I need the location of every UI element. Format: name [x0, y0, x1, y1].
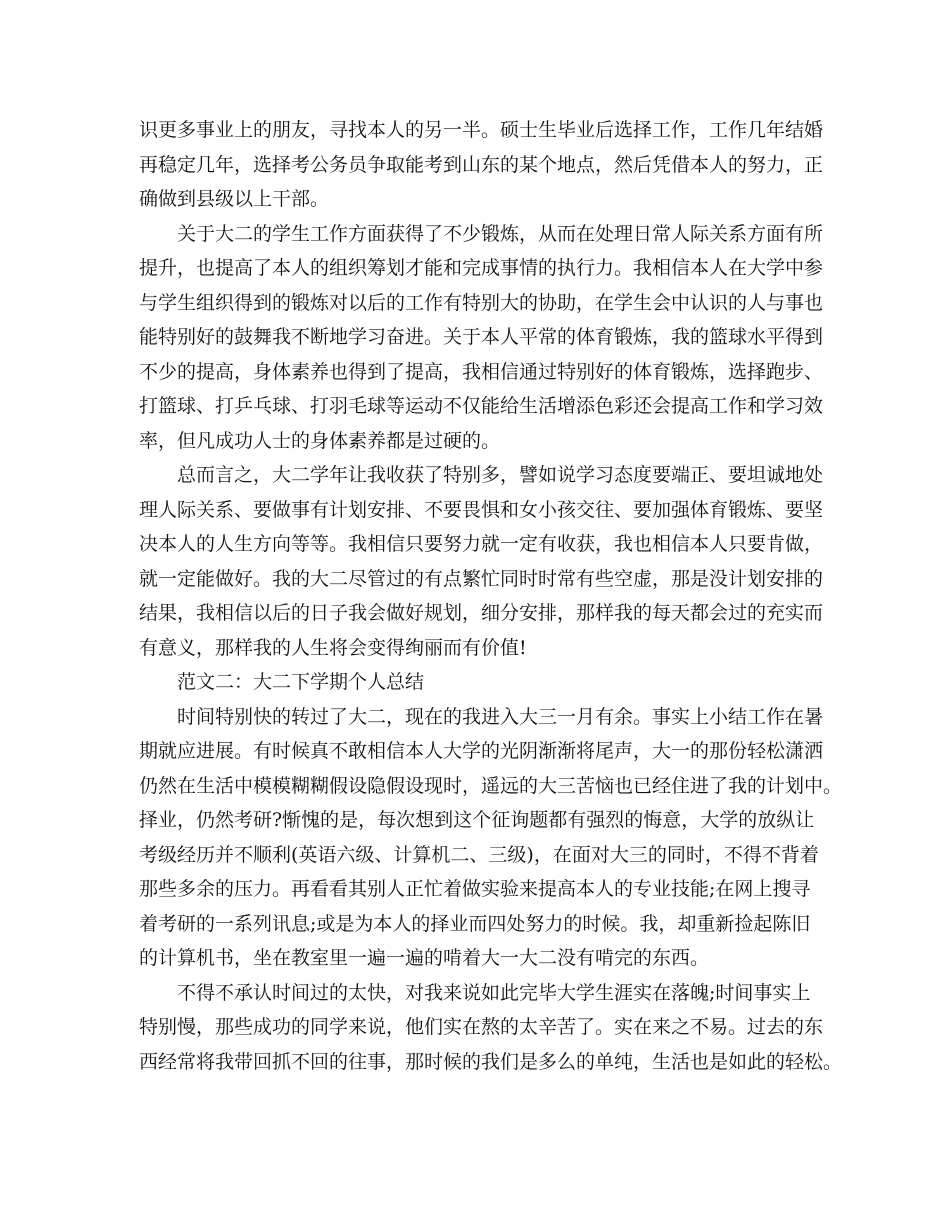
- text-line: 理人际关系、要做事有计划安排、不要畏惧和女小孩交往、要加强体育锻炼、要坚: [139, 498, 824, 521]
- text-line: 识更多事业上的朋友，寻找本人的另一半。硕士生毕业后选择工作，工作几年结婚: [139, 119, 824, 141]
- text-line: 有意义，那样我的人生将会变得绚丽而有价值!: [139, 636, 527, 659]
- text-line: 时间特别快的转过了大二，现在的我进入大三一月有余。事实上小结工作在暑: [177, 705, 824, 728]
- text-line: 仍然在生活中模模糊糊假设隐假设现时，遥远的大三苦恼也已经住进了我的计划中。: [139, 774, 843, 797]
- text-line: 关于大二的学生工作方面获得了不少锻炼，从而在处理日常人际关系方面有所: [177, 222, 824, 245]
- text-line: 期就应进展。有时候真不敢相信本人大学的光阴渐渐将尾声，大一的那份轻松潇洒: [139, 740, 824, 762]
- text-line: 不少的提高，身体素养也得到了提高，我相信通过特别好的体育锻炼，选择跑步、: [139, 360, 824, 383]
- text-line: 确做到县级以上干部。: [139, 188, 330, 210]
- text-line: 西经常将我带回抓不回的往事，那时候的我们是多么的单纯，生活也是如此的轻松。: [139, 1050, 843, 1073]
- text-line: 范文二：大二下学期个人总结: [177, 671, 425, 693]
- text-line: 总而言之，大二学年让我收获了特别多，譬如说学习态度要端正、要坦诚地处: [177, 464, 824, 486]
- text-line: 能特别好的鼓舞我不断地学习奋进。关于本人平常的体育锻炼，我的篮球水平得到: [139, 326, 824, 348]
- document-body: [139, 113, 843, 1079]
- text-line: 考级经历并不顺利(英语六级、计算机二、三级)，在面对大三的同时，不得不背着: [139, 843, 819, 866]
- text-line: 的计算机书，坐在教室里一遍一遍的啃着大一大二没有啃完的东西。: [139, 947, 710, 969]
- text-line: 不得不承认时间过的太快，对我来说如此完毕大学生涯实在落魄;时间事实上: [177, 981, 811, 1004]
- text-line: 决本人的人生方向等等。我相信只要努力就一定有收获，我也相信本人只要肯做，: [139, 533, 824, 555]
- text-line: 打篮球、打乒乓球、打羽毛球等运动不仅能给生活增添色彩还会提高工作和学习效: [139, 395, 824, 417]
- text-line: 提升，也提高了本人的组织筹划才能和完成事情的执行力。我相信本人在大学中参: [139, 257, 824, 279]
- text-line: 着考研的一系列讯息;或是为本人的择业而四处努力的时候。我，却重新捡起陈旧: [139, 912, 811, 935]
- text-line: 与学生组织得到的锻炼对以后的工作有特别大的协助，在学生会中认识的人与事也: [139, 291, 824, 314]
- text-line: 就一定能做好。我的大二尽管过的有点繁忙同时时常有些空虚，那是没计划安排的: [139, 567, 824, 590]
- text-line: 再稳定几年，选择考公务员争取能考到山东的某个地点，然后凭借本人的努力，正: [139, 153, 824, 176]
- text-line: 率，但凡成功人士的身体素养都是过硬的。: [139, 429, 501, 452]
- text-line: 择业，仍然考研?惭愧的是，每次想到这个征询题都有强烈的悔意，大学的放纵让: [139, 809, 815, 831]
- text-line: 结果，我相信以后的日子我会做好规划，细分安排，那样我的每天都会过的充实而: [139, 602, 824, 624]
- text-line: 那些多余的压力。再看看其别人正忙着做实验来提高本人的专业技能;在网上搜寻: [139, 878, 811, 900]
- text-line: 特别慢，那些成功的同学来说，他们实在熬的太辛苦了。实在来之不易。过去的东: [139, 1016, 824, 1038]
